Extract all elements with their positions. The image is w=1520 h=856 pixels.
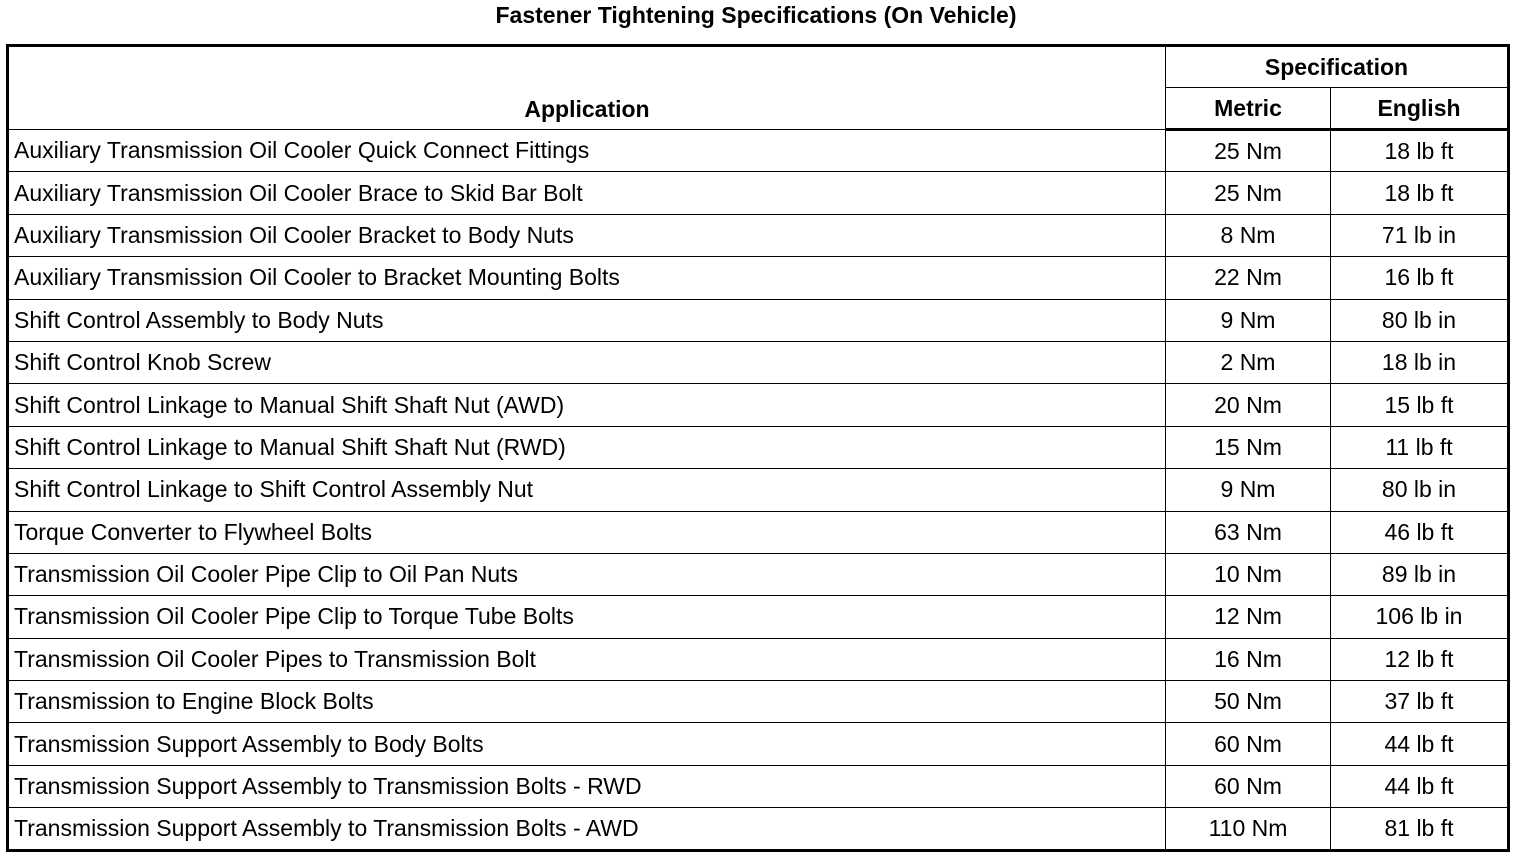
table-row — [8, 426, 1509, 468]
english-cell: 80 lb in — [1331, 469, 1509, 511]
table-body — [8, 130, 1509, 851]
metric-cell: 9 Nm — [1166, 469, 1331, 511]
application-cell: Shift Control Knob Screw — [8, 341, 1166, 383]
table-row — [8, 765, 1509, 807]
metric-cell: 9 Nm — [1166, 299, 1331, 341]
table-row — [8, 469, 1509, 511]
english-cell: 18 lb ft — [1331, 172, 1509, 214]
metric-cell: 25 Nm — [1166, 130, 1331, 172]
header-row — [8, 46, 1509, 88]
english-header: English — [1331, 88, 1509, 130]
application-cell: Shift Control Linkage to Manual Shift Shaft Nut (AWD) — [8, 384, 1166, 426]
application-header: Application — [8, 46, 1166, 130]
metric-cell: 50 Nm — [1166, 681, 1331, 723]
application-cell: Auxiliary Transmission Oil Cooler Quick Connect Fittings — [8, 130, 1166, 172]
table-row — [8, 553, 1509, 595]
application-cell: Transmission Oil Cooler Pipe Clip to Torque Tube Bolts — [8, 596, 1166, 638]
metric-cell: 20 Nm — [1166, 384, 1331, 426]
table-row — [8, 596, 1509, 638]
metric-cell: 2 Nm — [1166, 341, 1331, 383]
table-row — [8, 257, 1509, 299]
english-cell: 37 lb ft — [1331, 681, 1509, 723]
table-row — [8, 511, 1509, 553]
table-row — [8, 681, 1509, 723]
metric-cell: 15 Nm — [1166, 426, 1331, 468]
english-cell: 11 lb ft — [1331, 426, 1509, 468]
metric-cell: 22 Nm — [1166, 257, 1331, 299]
table-row — [8, 172, 1509, 214]
table-row — [8, 130, 1509, 172]
english-cell: 18 lb in — [1331, 341, 1509, 383]
metric-cell: 25 Nm — [1166, 172, 1331, 214]
metric-header: Metric — [1166, 88, 1331, 130]
english-cell: 81 lb ft — [1331, 808, 1509, 850]
application-cell: Transmission to Engine Block Bolts — [8, 681, 1166, 723]
table-row — [8, 299, 1509, 341]
metric-cell: 10 Nm — [1166, 553, 1331, 595]
application-cell: Shift Control Linkage to Shift Control Assembly Nut — [8, 469, 1166, 511]
metric-cell: 63 Nm — [1166, 511, 1331, 553]
metric-cell: 60 Nm — [1166, 723, 1331, 765]
application-cell: Torque Converter to Flywheel Bolts — [8, 511, 1166, 553]
application-cell: Transmission Support Assembly to Body Bolts — [8, 723, 1166, 765]
application-cell: Transmission Support Assembly to Transmission Bolts - AWD — [8, 808, 1166, 850]
table-row — [8, 723, 1509, 765]
metric-cell: 110 Nm — [1166, 808, 1331, 850]
metric-cell: 16 Nm — [1166, 638, 1331, 680]
table-row — [8, 384, 1509, 426]
english-cell: 18 lb ft — [1331, 130, 1509, 172]
application-cell: Auxiliary Transmission Oil Cooler Bracket to Body Nuts — [8, 214, 1166, 256]
application-cell: Transmission Oil Cooler Pipe Clip to Oil Pan Nuts — [8, 553, 1166, 595]
application-cell: Auxiliary Transmission Oil Cooler to Bracket Mounting Bolts — [8, 257, 1166, 299]
table-row — [8, 808, 1509, 850]
table-row — [8, 341, 1509, 383]
english-cell: 89 lb in — [1331, 553, 1509, 595]
metric-cell: 12 Nm — [1166, 596, 1331, 638]
english-cell: 12 lb ft — [1331, 638, 1509, 680]
specification-header: Specification — [1166, 46, 1509, 88]
english-cell: 16 lb ft — [1331, 257, 1509, 299]
application-cell: Shift Control Assembly to Body Nuts — [8, 299, 1166, 341]
application-cell: Transmission Oil Cooler Pipes to Transmission Bolt — [8, 638, 1166, 680]
english-cell: 46 lb ft — [1331, 511, 1509, 553]
metric-cell: 60 Nm — [1166, 765, 1331, 807]
spec-table — [6, 44, 1510, 852]
metric-cell: 8 Nm — [1166, 214, 1331, 256]
english-cell: 15 lb ft — [1331, 384, 1509, 426]
english-cell: 44 lb ft — [1331, 723, 1509, 765]
application-cell: Transmission Support Assembly to Transmission Bolts - RWD — [8, 765, 1166, 807]
english-cell: 71 lb in — [1331, 214, 1509, 256]
english-cell: 44 lb ft — [1331, 765, 1509, 807]
table-row — [8, 638, 1509, 680]
english-cell: 106 lb in — [1331, 596, 1509, 638]
application-cell: Auxiliary Transmission Oil Cooler Brace to Skid Bar Bolt — [8, 172, 1166, 214]
application-cell: Shift Control Linkage to Manual Shift Shaft Nut (RWD) — [8, 426, 1166, 468]
english-cell: 80 lb in — [1331, 299, 1509, 341]
page-title: Fastener Tightening Specifications (On Vehicle) — [495, 2, 1017, 28]
table-row — [8, 214, 1509, 256]
